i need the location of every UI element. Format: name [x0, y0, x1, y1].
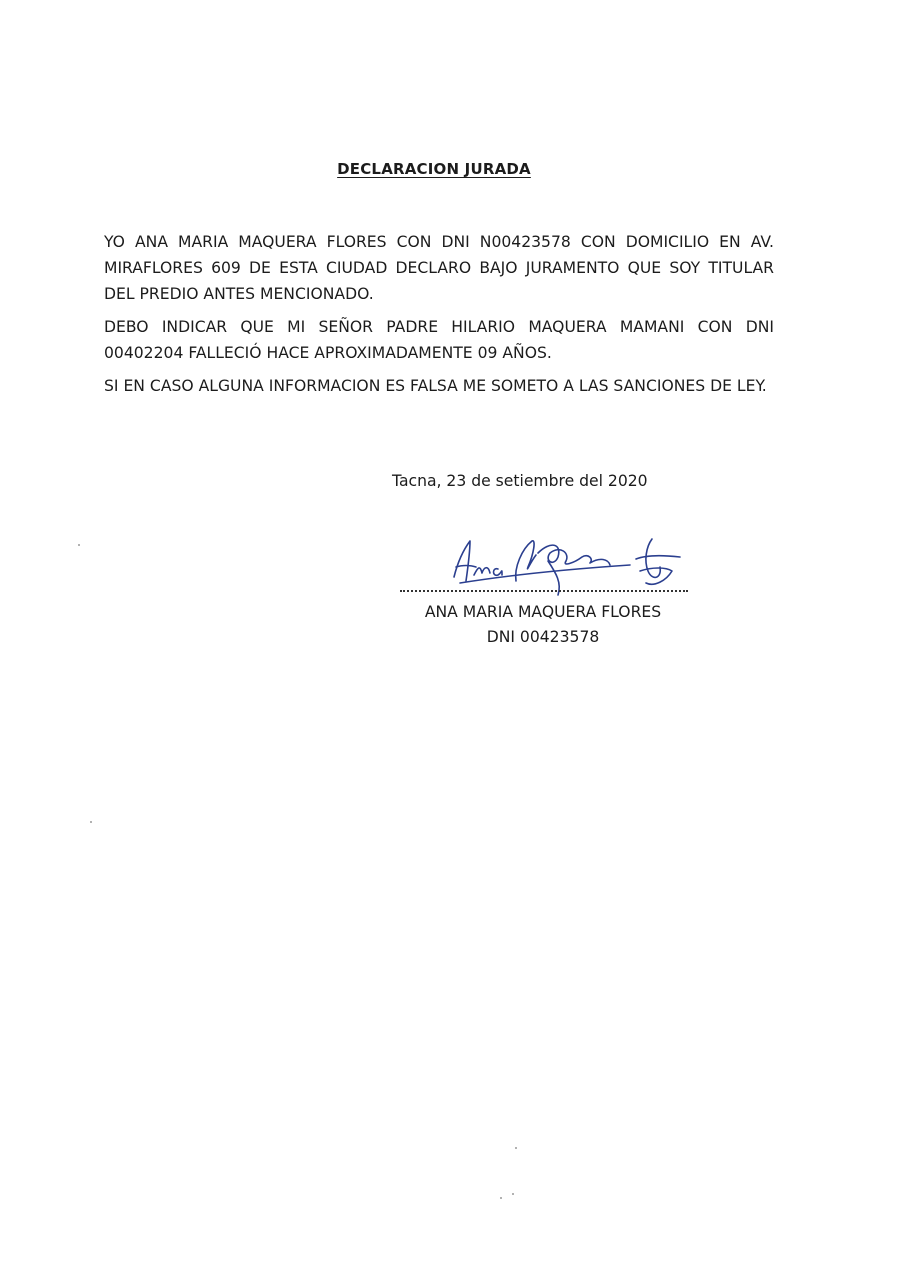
scan-speck — [90, 821, 92, 823]
scan-speck — [512, 1193, 514, 1195]
paragraph-father-info: DEBO INDICAR QUE MI SEÑOR PADRE HILARIO MAQUERA MAMANI CON DNI 00402204 FALLECIÓ HACE APROXIMADAMENTE 09 AÑOS. — [104, 318, 774, 362]
scan-speck — [78, 544, 80, 546]
paragraph-sanctions: SI EN CASO ALGUNA INFORMACION ES FALSA ME SOMETO A LAS SANCIONES DE LEY. — [104, 377, 767, 395]
document-title: DECLARACION JURADA — [337, 160, 531, 178]
scan-speck — [515, 1147, 517, 1149]
signature-line — [400, 590, 688, 592]
scan-speck — [500, 1197, 502, 1199]
signer-name: ANA MARIA MAQUERA FLORES — [424, 603, 662, 621]
paragraph-declaration: YO ANA MARIA MAQUERA FLORES CON DNI N00423578 CON DOMICILIO EN AV. MIRAFLORES 609 DE ESTA CIUDAD DECLARO BAJO JURAMENTO QUE SOY TITULAR DEL PREDIO ANTES MENCIONADO. — [104, 233, 774, 303]
place-date: Tacna, 23 de setiembre del 2020 — [392, 472, 648, 490]
handwritten-signature — [440, 527, 690, 607]
signer-dni: DNI 00423578 — [486, 628, 600, 646]
